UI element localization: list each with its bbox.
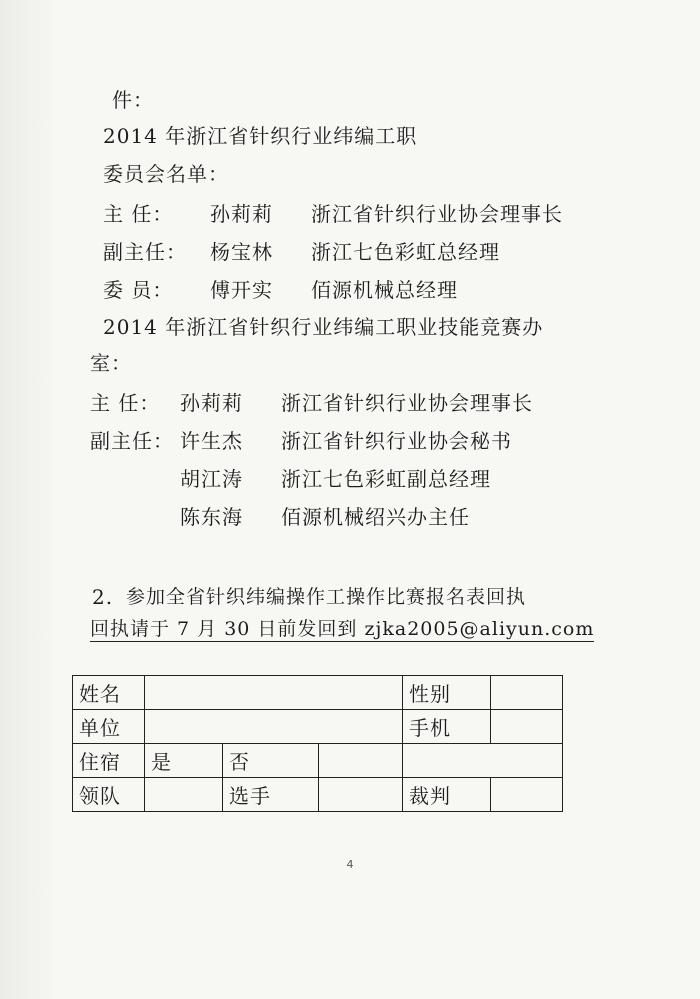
section2-number: 2. (92, 585, 114, 609)
list1-row-role: 主 任： (103, 202, 174, 226)
gender-label: 性别 (403, 676, 491, 710)
registration-form-table (72, 675, 563, 812)
reply-deadline-note: 回执请于 7 月 30 日前发回到 zjka2005@aliyun.com (90, 618, 595, 640)
lodging-extra-field[interactable] (403, 744, 563, 778)
section2-heading: 参加全省针织纬编操作工操作比赛报名表回执 (126, 586, 527, 608)
list2-row-role: 副主任： (90, 429, 174, 453)
list1-row-org: 浙江省针织行业协会理事长 (311, 202, 563, 226)
gender-field[interactable] (491, 676, 563, 710)
leader-label: 领队 (73, 778, 145, 812)
list1-row-org: 佰源机械总经理 (311, 278, 458, 302)
phone-label: 手机 (403, 710, 491, 744)
annex-label: 件： (112, 88, 154, 112)
list2-row-name: 孙莉莉 (180, 391, 243, 415)
contestant-label: 选手 (223, 778, 319, 812)
list1-row-role: 委 员： (103, 278, 174, 302)
list2-row-org: 浙江省针织行业协会理事长 (281, 391, 533, 415)
scan-shadow (0, 0, 60, 999)
list1-row-name: 杨宝林 (210, 240, 273, 264)
lodging-label: 住宿 (73, 744, 145, 778)
list1-row-name: 傅开实 (210, 278, 273, 302)
table-row (73, 676, 563, 710)
contestant-field[interactable] (319, 778, 403, 812)
list1-row-org: 浙江七色彩虹总经理 (311, 240, 500, 264)
list1-title-line1: 2014 年浙江省针织行业纬编工职 (103, 124, 418, 148)
table-row (73, 744, 563, 778)
list2-row-name: 胡江涛 (180, 467, 243, 491)
list2-title-line1: 2014 年浙江省针织行业纬编工职业技能竞赛办 (103, 315, 544, 339)
table-row (73, 710, 563, 744)
phone-field[interactable] (491, 710, 563, 744)
lodging-blank[interactable] (319, 744, 403, 778)
table-row (73, 778, 563, 812)
list2-row-org: 佰源机械绍兴办主任 (281, 505, 470, 529)
name-field[interactable] (145, 676, 403, 710)
list2-title-line2: 室： (90, 351, 132, 375)
lodging-no-option[interactable]: 否 (223, 744, 319, 778)
page-number: 4 (346, 858, 354, 871)
list1-title-line2: 委员会名单： (103, 162, 229, 186)
list1-row-role: 副主任： (103, 240, 187, 264)
list2-row-name: 许生杰 (180, 429, 243, 453)
list2-row-org: 浙江省针织行业协会秘书 (281, 429, 512, 453)
list2-row-role: 主 任： (90, 391, 161, 415)
list2-row-org: 浙江七色彩虹副总经理 (281, 467, 491, 491)
name-label: 姓名 (73, 676, 145, 710)
list2-row-name: 陈东海 (180, 505, 243, 529)
unit-field[interactable] (145, 710, 403, 744)
judge-field[interactable] (491, 778, 563, 812)
lodging-yes-option[interactable]: 是 (145, 744, 223, 778)
list1-row-name: 孙莉莉 (210, 202, 273, 226)
leader-field[interactable] (145, 778, 223, 812)
judge-label: 裁判 (403, 778, 491, 812)
unit-label: 单位 (73, 710, 145, 744)
